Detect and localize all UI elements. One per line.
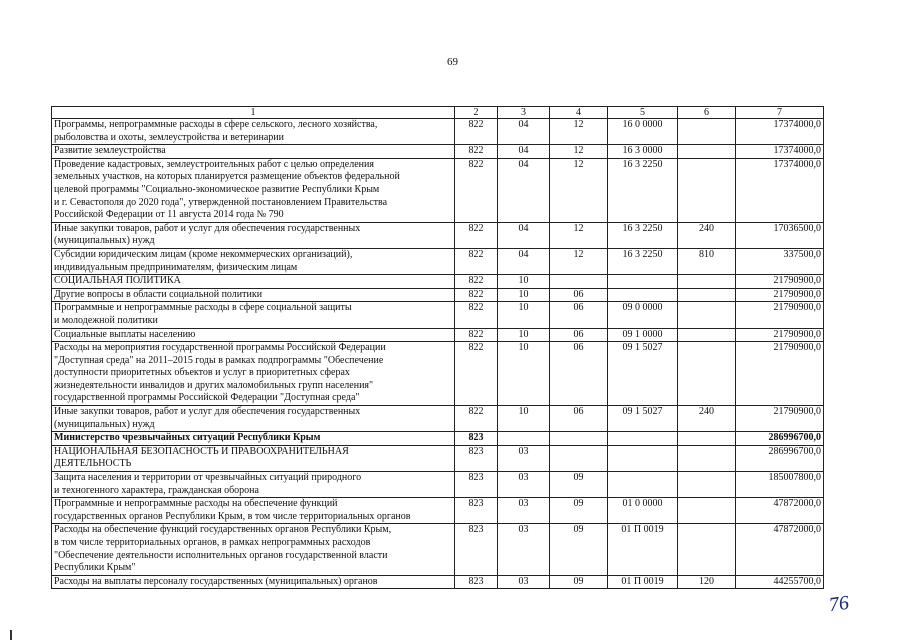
row-ministry-code: 823: [455, 472, 498, 498]
row-target-article: [608, 288, 678, 302]
row-subsection-code: 12: [550, 158, 608, 222]
row-section-code: 03: [498, 498, 550, 524]
row-name-cell: Субсидии юридическим лицам (кроме некоммерческих организаций), индивидуальным предпринимателям, физическим лицам: [52, 248, 455, 274]
row-target-article: [608, 275, 678, 289]
row-ministry-code: 823: [455, 575, 498, 589]
row-expense-type: [678, 145, 736, 159]
table-row: [52, 472, 824, 498]
row-name-cell: Проведение кадастровых, землеустроительных работ с целью определения земельных участков, на которых планируется размещение объектов федеральной целевой программы "Социально-экономическое развитие Республики Крым и г. Севастополя до 2020 года", утвержденной постановлением Правительства Российской Федерации от 11 августа 2014 года № 790: [52, 158, 455, 222]
table-row: [52, 342, 824, 406]
row-section-code: 10: [498, 275, 550, 289]
row-name-cell: Расходы на выплаты персоналу государственных (муниципальных) органов: [52, 575, 455, 589]
row-name-cell: Иные закупки товаров, работ и услуг для обеспечения государственных (муниципальных) нужд: [52, 406, 455, 432]
row-expense-type: [678, 342, 736, 406]
row-target-article: 09 1 0000: [608, 328, 678, 342]
row-amount: 21790900,0: [736, 342, 824, 406]
table-row: [52, 222, 824, 248]
row-amount: 21790900,0: [736, 275, 824, 289]
row-amount: 21790900,0: [736, 288, 824, 302]
row-subsection-code: 09: [550, 498, 608, 524]
row-name-cell: Министерство чрезвычайных ситуаций Республики Крым: [52, 432, 455, 446]
row-subsection-code: [550, 432, 608, 446]
table-row: [52, 158, 824, 222]
row-ministry-code: 823: [455, 524, 498, 575]
row-amount: 286996700,0: [736, 445, 824, 471]
row-target-article: 01 0 0000: [608, 498, 678, 524]
row-subsection-code: 09: [550, 575, 608, 589]
budget-table: [51, 106, 824, 589]
row-subsection-code: [550, 275, 608, 289]
row-expense-type: [678, 158, 736, 222]
row-section-code: 10: [498, 342, 550, 406]
row-expense-type: [678, 275, 736, 289]
row-target-article: 09 1 5027: [608, 406, 678, 432]
table-row: [52, 288, 824, 302]
row-amount: 21790900,0: [736, 302, 824, 328]
row-expense-type: [678, 445, 736, 471]
row-target-article: 09 1 5027: [608, 342, 678, 406]
row-target-article: [608, 445, 678, 471]
row-target-article: 16 3 2250: [608, 248, 678, 274]
handwritten-mark: 76: [827, 591, 851, 617]
table-row: [52, 275, 824, 289]
row-amount: 47872000,0: [736, 524, 824, 575]
row-target-article: [608, 472, 678, 498]
page-number: 69: [447, 56, 458, 68]
table-row: [52, 445, 824, 471]
row-subsection-code: 06: [550, 288, 608, 302]
row-amount: 185007800,0: [736, 472, 824, 498]
row-target-article: 01 П 0019: [608, 524, 678, 575]
row-name-cell: Развитие землеустройства: [52, 145, 455, 159]
row-target-article: 16 0 0000: [608, 119, 678, 145]
row-subsection-code: 12: [550, 222, 608, 248]
row-name-cell: Расходы на мероприятия государственной программы Российской Федерации "Доступная среда" на 2011–2015 годы в рамках подпрограммы "Обеспечение доступности приоритетных объектов и услуг в приоритетных сферах жизнедеятельности инвалидов и других маломобильных групп населения" государственной программы Российской Федерации "Доступная среда": [52, 342, 455, 406]
row-section-code: 04: [498, 158, 550, 222]
row-subsection-code: 09: [550, 472, 608, 498]
row-name-cell: Программные и непрограммные расходы на обеспечение функций государственных органов Республики Крым, в том числе территориальных органов: [52, 498, 455, 524]
row-amount: 286996700,0: [736, 432, 824, 446]
row-subsection-code: 09: [550, 524, 608, 575]
corner-mark: [10, 630, 12, 640]
row-ministry-code: 822: [455, 222, 498, 248]
row-ministry-code: 822: [455, 288, 498, 302]
header-row: [52, 107, 824, 119]
row-ministry-code: 822: [455, 302, 498, 328]
row-expense-type: 240: [678, 406, 736, 432]
row-ministry-code: 822: [455, 248, 498, 274]
row-expense-type: [678, 524, 736, 575]
row-ministry-code: 823: [455, 445, 498, 471]
row-amount: 17374000,0: [736, 158, 824, 222]
header-col-6: 6: [678, 107, 736, 119]
row-section-code: 03: [498, 524, 550, 575]
row-amount: 47872000,0: [736, 498, 824, 524]
header-col-3: 3: [498, 107, 550, 119]
table-row: [52, 432, 824, 446]
header-col-2: 2: [455, 107, 498, 119]
row-name-cell: Защита населения и территории от чрезвычайных ситуаций природного и техногенного характера, гражданская оборона: [52, 472, 455, 498]
row-name-cell: Социальные выплаты населению: [52, 328, 455, 342]
row-ministry-code: 822: [455, 342, 498, 406]
row-expense-type: [678, 328, 736, 342]
table-row: [52, 575, 824, 589]
row-ministry-code: 822: [455, 328, 498, 342]
row-section-code: 03: [498, 445, 550, 471]
row-ministry-code: 822: [455, 406, 498, 432]
row-subsection-code: 06: [550, 328, 608, 342]
row-ministry-code: 823: [455, 498, 498, 524]
row-amount: 21790900,0: [736, 328, 824, 342]
row-expense-type: [678, 288, 736, 302]
table-row: [52, 248, 824, 274]
row-expense-type: 120: [678, 575, 736, 589]
row-name-cell: СОЦИАЛЬНАЯ ПОЛИТИКА: [52, 275, 455, 289]
row-name-cell: Другие вопросы в области социальной политики: [52, 288, 455, 302]
row-name-cell: Расходы на обеспечение функций государственных органов Республики Крым, в том числе территориальных органов, в рамках непрограммных расходов "Обеспечение деятельности исполнительных органов государственной власти Республики Крым": [52, 524, 455, 575]
table-row: [52, 406, 824, 432]
row-amount: 17374000,0: [736, 119, 824, 145]
row-subsection-code: 06: [550, 406, 608, 432]
row-name-cell: НАЦИОНАЛЬНАЯ БЕЗОПАСНОСТЬ И ПРАВООХРАНИТЕЛЬНАЯ ДЕЯТЕЛЬНОСТЬ: [52, 445, 455, 471]
row-amount: 44255700,0: [736, 575, 824, 589]
row-section-code: 10: [498, 328, 550, 342]
row-section-code: 10: [498, 302, 550, 328]
table-row: [52, 145, 824, 159]
row-expense-type: [678, 472, 736, 498]
row-subsection-code: 06: [550, 302, 608, 328]
row-ministry-code: 822: [455, 119, 498, 145]
row-section-code: [498, 432, 550, 446]
row-target-article: 16 3 2250: [608, 158, 678, 222]
header-col-4: 4: [550, 107, 608, 119]
row-ministry-code: 823: [455, 432, 498, 446]
row-section-code: 04: [498, 145, 550, 159]
row-ministry-code: 822: [455, 145, 498, 159]
row-ministry-code: 822: [455, 275, 498, 289]
table-row: [52, 524, 824, 575]
row-name-cell: Иные закупки товаров, работ и услуг для обеспечения государственных (муниципальных) нужд: [52, 222, 455, 248]
row-target-article: 16 3 2250: [608, 222, 678, 248]
row-target-article: 01 П 0019: [608, 575, 678, 589]
row-amount: 21790900,0: [736, 406, 824, 432]
row-subsection-code: 12: [550, 145, 608, 159]
row-target-article: 09 0 0000: [608, 302, 678, 328]
row-expense-type: [678, 498, 736, 524]
row-target-article: [608, 432, 678, 446]
row-subsection-code: [550, 445, 608, 471]
row-name-cell: Программные и непрограммные расходы в сфере социальной защиты и молодежной политики: [52, 302, 455, 328]
row-section-code: 04: [498, 119, 550, 145]
row-expense-type: 240: [678, 222, 736, 248]
row-section-code: 03: [498, 472, 550, 498]
header-col-1: 1: [52, 107, 455, 119]
row-expense-type: [678, 432, 736, 446]
table-row: [52, 302, 824, 328]
row-section-code: 04: [498, 222, 550, 248]
row-subsection-code: 06: [550, 342, 608, 406]
row-subsection-code: 12: [550, 119, 608, 145]
row-amount: 17374000,0: [736, 145, 824, 159]
row-section-code: 10: [498, 406, 550, 432]
row-section-code: 03: [498, 575, 550, 589]
row-ministry-code: 822: [455, 158, 498, 222]
row-subsection-code: 12: [550, 248, 608, 274]
table-row: [52, 119, 824, 145]
header-col-7: 7: [736, 107, 824, 119]
row-expense-type: 810: [678, 248, 736, 274]
row-amount: 17036500,0: [736, 222, 824, 248]
table-row: [52, 328, 824, 342]
row-expense-type: [678, 119, 736, 145]
header-col-5: 5: [608, 107, 678, 119]
row-name-cell: Программы, непрограммные расходы в сфере сельского, лесного хозяйства, рыболовства и охоты, землеустройства и ветеринарии: [52, 119, 455, 145]
row-amount: 337500,0: [736, 248, 824, 274]
table-row: [52, 498, 824, 524]
row-section-code: 10: [498, 288, 550, 302]
row-target-article: 16 3 0000: [608, 145, 678, 159]
row-section-code: 04: [498, 248, 550, 274]
row-expense-type: [678, 302, 736, 328]
